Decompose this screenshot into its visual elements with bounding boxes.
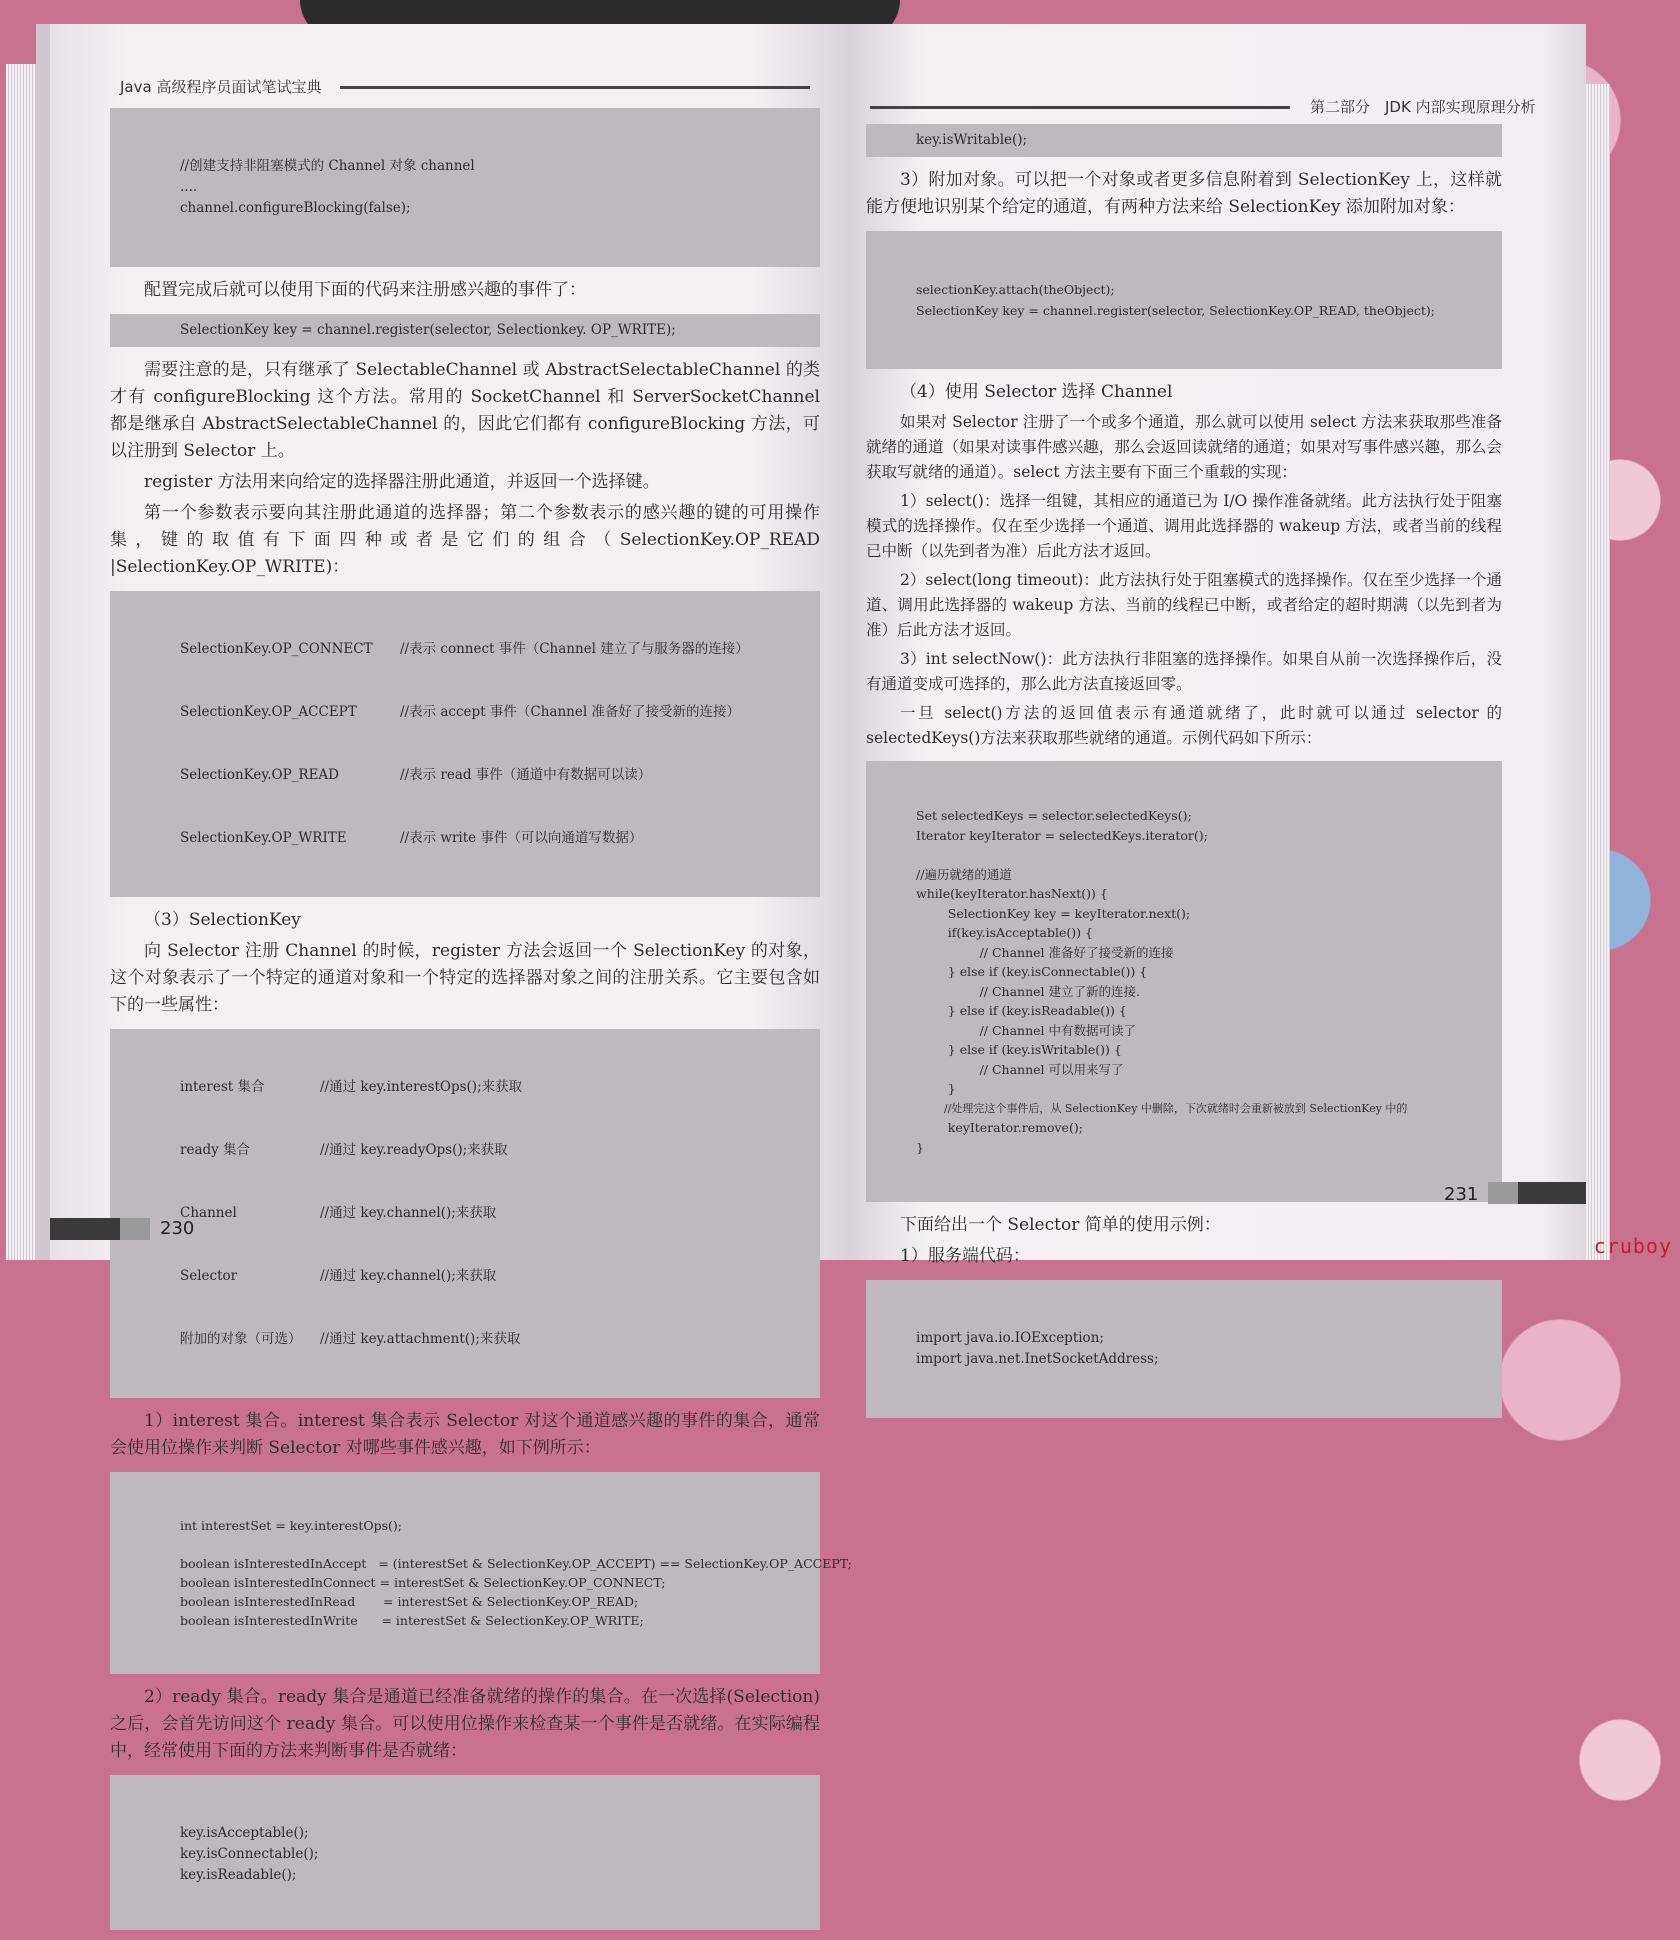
attr-desc: //通过 key.attachment();来获取 [320,1331,521,1347]
op-desc: //表示 read 事件（通道中有数据可以读） [400,767,652,783]
code-block [110,1775,820,1930]
code-line: while(keyIterator.hasNext()) { [916,886,1108,901]
left-page [36,24,852,1883]
op-key: SelectionKey.OP_READ [180,767,340,783]
code-line: } else if (key.isConnectable()) { [916,964,1148,979]
ops-row [180,765,820,786]
paragraph: 如果对 Selector 注册了一个或多个通道，那么就可以使用 select 方法来获取那些准备就绪的通道（如果对读事件感兴趣，那么会返回读就绪的通道；如果对写事件感兴趣，那么会获取写就绪的通道）。select 方法主要有下面三个重载的实现： [866,413,1502,481]
attr-row [180,1077,820,1098]
paragraph: 3）int selectNow()：此方法执行非阻塞的选择操作。如果自从前一次选择操作后，没有通道变成可选择的，那么此方法直接返回零。 [866,650,1502,693]
code-line: SelectionKey key = channel.register(selector, Selectionkey. OP_WRITE); [180,322,676,338]
op-desc: //表示 connect 事件（Channel 建立了与服务器的连接） [400,641,749,657]
code-line: Iterator keyIterator = selectedKeys.iterator(); [916,827,1208,843]
open-book [6,24,1606,1883]
code-line: SelectionKey key = keyIterator.next(); [916,905,1191,921]
code-line: key.isConnectable(); [180,1846,319,1862]
paragraph: 3）附加对象。可以把一个对象或者更多信息附着到 SelectionKey 上，这样就能方便地识别某个给定的通道，有两种方法来给 SelectionKey 添加附加对象： [866,170,1502,217]
code-line: channel.configureBlocking(false); [180,200,411,216]
op-key: SelectionKey.OP_ACCEPT [180,704,357,720]
ops-row [180,702,820,723]
attr-desc: //通过 key.readyOps();来获取 [320,1142,508,1158]
paragraph: 1）interest 集合。interest 集合表示 Selector 对这个通道感兴趣的事件的集合，通常会使用位操作来判断 Selector 对哪些事件感兴趣，如下例所示： [110,1411,820,1458]
code-block [866,124,1502,157]
paragraph: register 方法用来向给定的选择器注册此通道，并返回一个选择键。 [144,472,660,492]
code-line: key.isReadable(); [180,1867,297,1883]
code-line: key.isAcceptable(); [180,1825,309,1841]
paragraph: 2）select(long timeout)：此方法执行处于阻塞模式的选择操作。仅在至少选择一个通道、调用此选择器的 wakeup 方法、当前的线程已中断，或者给定的超时期满（以先到者为准）后此方法才返回。 [866,571,1502,639]
code-line: // Channel 准备好了接受新的连接 [916,944,1174,960]
left-page-edges [6,64,36,1260]
op-desc: //表示 accept 事件（Channel 准备好了接受新的连接） [400,704,740,720]
code-line: .... [180,179,198,195]
code-line: SelectionKey key = channel.register(selector, SelectionKey.OP_READ, theObject); [916,303,1436,318]
right-head-rule [870,106,1290,109]
code-line: } else if (key.isReadable()) { [916,1003,1127,1018]
paragraph: 一旦 select()方法的返回值表示有通道就绪了，此时就可以通过 selector 的 selectedKeys()方法来获取那些就绪的通道。示例代码如下所示： [866,704,1502,747]
code-line: boolean isInterestedInWrite = interestSet & SelectionKey.OP_WRITE; [180,1613,644,1628]
left-page-number: 230 [160,1218,195,1239]
code-line [180,1535,820,1554]
attr-row [180,1266,820,1287]
left-running-head: Java 高级程序员面试笔试宝典 [120,78,322,96]
attr-desc: //通过 key.interestOps();来获取 [320,1079,523,1095]
code-line: // Channel 可以用来写了 [916,1061,1124,1077]
ops-code-block [110,591,820,897]
code-block [866,1280,1502,1418]
code-line: import java.net.InetSocketAddress; [916,1351,1159,1367]
op-key: SelectionKey.OP_WRITE [180,830,347,846]
watermark: cruboy [1593,1234,1672,1258]
code-line: selectionKey.attach(theObject); [916,282,1115,297]
left-head-rule [340,86,810,89]
page-number-bar-dark [1518,1182,1586,1204]
paragraph: 向 Selector 注册 Channel 的时候，register 方法会返回一个 SelectionKey 的对象，这个对象表示了一个特定的通道对象和一个特定的选择器对象之间的注册关系。它主要包含如下的一些属性： [110,941,820,1015]
attr-desc: //通过 key.channel();来获取 [320,1205,497,1221]
op-key: SelectionKey.OP_CONNECT [180,641,373,657]
page-number-bar-grey [120,1218,150,1240]
ops-row [180,828,820,849]
code-block [866,231,1502,369]
code-line: //创建支持非阻塞模式的 Channel 对象 channel [180,158,475,174]
page-number-bar-grey [1488,1182,1518,1204]
code-line: // Channel 中有数据可读了 [916,1022,1137,1038]
paragraph: 需要注意的是，只有继承了 SelectableChannel 或 AbstractSelectableChannel 的类才有 configureBlocking 这个方法。常用的 SocketChannel 和 ServerSocketChannel 都是继承自 AbstractSelectableChannel 的，因此它们都有 configureBlocking 方法，可以注册到 Selector 上。 [110,360,820,461]
attrs-code-block [110,1029,820,1398]
attr-desc: //通过 key.channel();来获取 [320,1268,497,1284]
right-content [866,124,1502,1428]
attr-row [180,1329,820,1350]
attr-row [180,1140,820,1161]
op-desc: //表示 write 事件（可以向通道写数据） [400,830,643,846]
code-line: keyIterator.remove(); [916,1120,1083,1135]
section-heading: （3）SelectionKey [144,910,301,930]
paragraph: 第一个参数表示要向其注册此通道的选择器；第二个参数表示的感兴趣的键的可用操作集，键的取值有下面四种或者是它们的组合（SelectionKey.OP_READ |SelectionKey.OP_WRITE)： [110,503,820,577]
code-block [866,761,1502,1202]
code-block [110,1472,852,1674]
paragraph: 2）ready 集合。ready 集合是通道已经准备就绪的操作的集合。在一次选择(Selection)之后，会首先访问这个 ready 集合。可以使用位操作来检查某一个事件是否就绪。在实际编程中，经常使用下面的方法来判断事件是否就绪： [110,1687,820,1761]
right-running-head: 第二部分 JDK 内部实现原理分析 [1310,98,1536,116]
page-number-bar-dark [50,1218,120,1240]
ops-row [180,639,820,660]
code-line: boolean isInterestedInConnect = interestSet & SelectionKey.OP_CONNECT; [180,1575,666,1590]
left-content [110,104,852,1940]
right-page [850,24,1586,1367]
attr-name: Channel [180,1205,237,1221]
code-line: if(key.isAcceptable()) { [916,925,1093,940]
code-line: //处理完这个事件后，从 SelectionKey 中删除，下次就绪时会重新被放到 SelectionKey 中的 [916,1101,1408,1115]
code-line: } [916,1081,956,1096]
attr-name: interest 集合 [180,1079,265,1095]
attr-name: 附加的对象（可选） [180,1331,302,1347]
right-page-edges [1586,84,1610,1260]
code-line: //遍历就绪的通道 [916,866,1012,882]
right-page-number: 231 [1444,1184,1479,1205]
code-line: import java.io.IOException; [916,1330,1104,1346]
attr-name: Selector [180,1268,238,1284]
code-line: boolean isInterestedInAccept = (interestSet & SelectionKey.OP_ACCEPT) == SelectionKey.OP_ACCEPT; [180,1556,852,1571]
code-line: } else if (key.isWritable()) { [916,1042,1122,1057]
paragraph: 下面给出一个 Selector 简单的使用示例： [900,1215,1221,1235]
code-line: boolean isInterestedInRead = interestSet & SelectionKey.OP_READ; [180,1594,639,1609]
paragraph: 1）服务端代码： [900,1246,1030,1266]
code-block [110,108,820,267]
paragraph: 1）select()：选择一组键，其相应的通道已为 I/O 操作准备就绪。此方法执行处于阻塞模式的选择操作。仅在至少选择一个通道、调用此选择器的 wakeup 方法，或者当前的线程已中断（以先到者为准）后此方法才返回。 [866,492,1502,560]
code-line: } [916,1139,924,1155]
code-line: key.isWritable(); [916,132,1028,148]
code-line: Set selectedKeys = selector.selectedKeys(); [916,808,1192,823]
code-line [916,845,1502,865]
code-line: int interestSet = key.interestOps(); [180,1518,402,1533]
attr-row [180,1203,820,1224]
attr-name: ready 集合 [180,1142,251,1158]
code-block [110,314,820,347]
paragraph: 配置完成后就可以使用下面的代码来注册感兴趣的事件了： [144,280,586,300]
code-line: // Channel 建立了新的连接. [916,983,1140,999]
section-heading: （4）使用 Selector 选择 Channel [900,382,1173,402]
